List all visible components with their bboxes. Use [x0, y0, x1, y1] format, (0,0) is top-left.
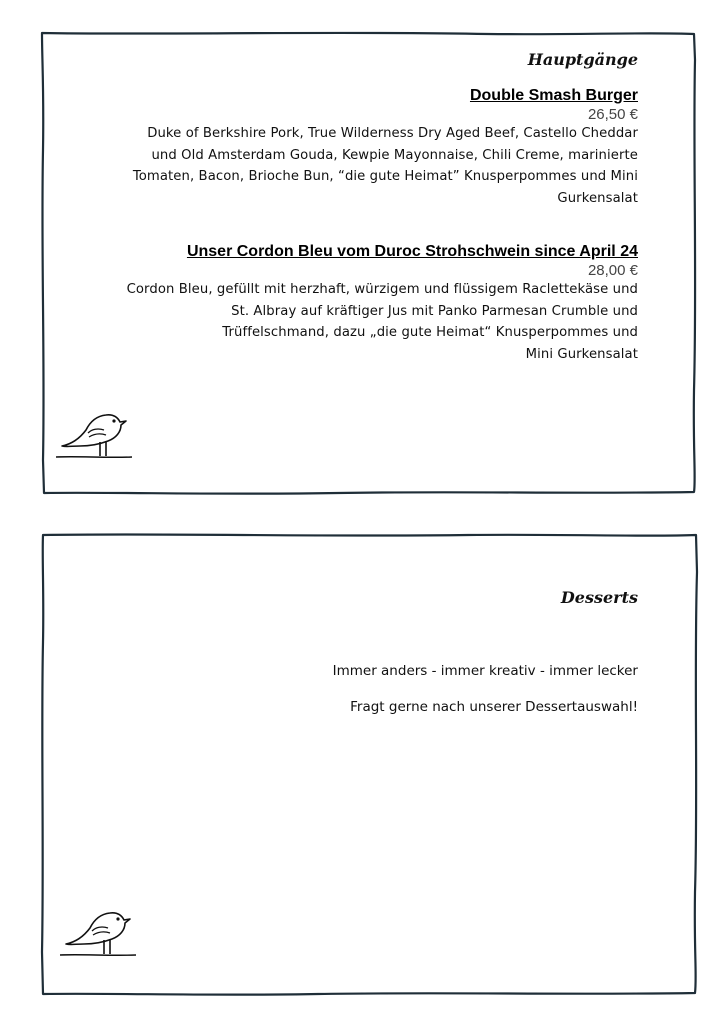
- dish-price: 28,00 €: [587, 262, 638, 279]
- desserts-card: [38, 532, 700, 998]
- dish-description-line: Mini Gurkensalat: [525, 346, 638, 362]
- dish-description-line: Gurkensalat: [557, 190, 638, 206]
- dish-description-line: und Old Amsterdam Gouda, Kewpie Mayonnaise, Chili Creme, marinierte: [151, 147, 638, 163]
- dish-name: Unser Cordon Bleu vom Duroc Strohschwein since April 24: [186, 243, 638, 260]
- section-title-mains: Hauptgänge: [527, 50, 638, 69]
- dish-cordon-bleu: [58, 243, 638, 365]
- bird-icon: [58, 902, 138, 958]
- dessert-tagline: Immer anders - immer kreativ - immer lecker: [332, 663, 638, 679]
- mains-card: [38, 30, 700, 498]
- dish-name: Double Smash Burger: [469, 87, 638, 104]
- bird-icon: [54, 404, 134, 460]
- mains-content: [58, 50, 638, 365]
- dish-price: 26,50 €: [587, 106, 638, 123]
- dish-description-line: Cordon Bleu, gefüllt mit herzhaft, würzigem und flüssigem Raclettekäse und: [126, 282, 638, 297]
- dish-description-line: Trüffelschmand, dazu „die gute Heimat“ Knusperpommes und: [222, 325, 638, 340]
- dish-burger: [58, 87, 638, 209]
- dessert-note: Fragt gerne nach unserer Dessertauswahl!: [350, 699, 638, 715]
- section-title-desserts: Desserts: [560, 588, 638, 607]
- dish-description-line: Tomaten, Bacon, Brioche Bun, “die gute Heimat” Knusperpommes und Mini: [132, 169, 638, 184]
- dish-description-line: Duke of Berkshire Pork, True Wilderness Dry Aged Beef, Castello Cheddar: [147, 126, 638, 141]
- desserts-content: [78, 588, 638, 715]
- dish-description-line: St. Albray auf kräftiger Jus mit Panko Parmesan Crumble und: [231, 303, 638, 319]
